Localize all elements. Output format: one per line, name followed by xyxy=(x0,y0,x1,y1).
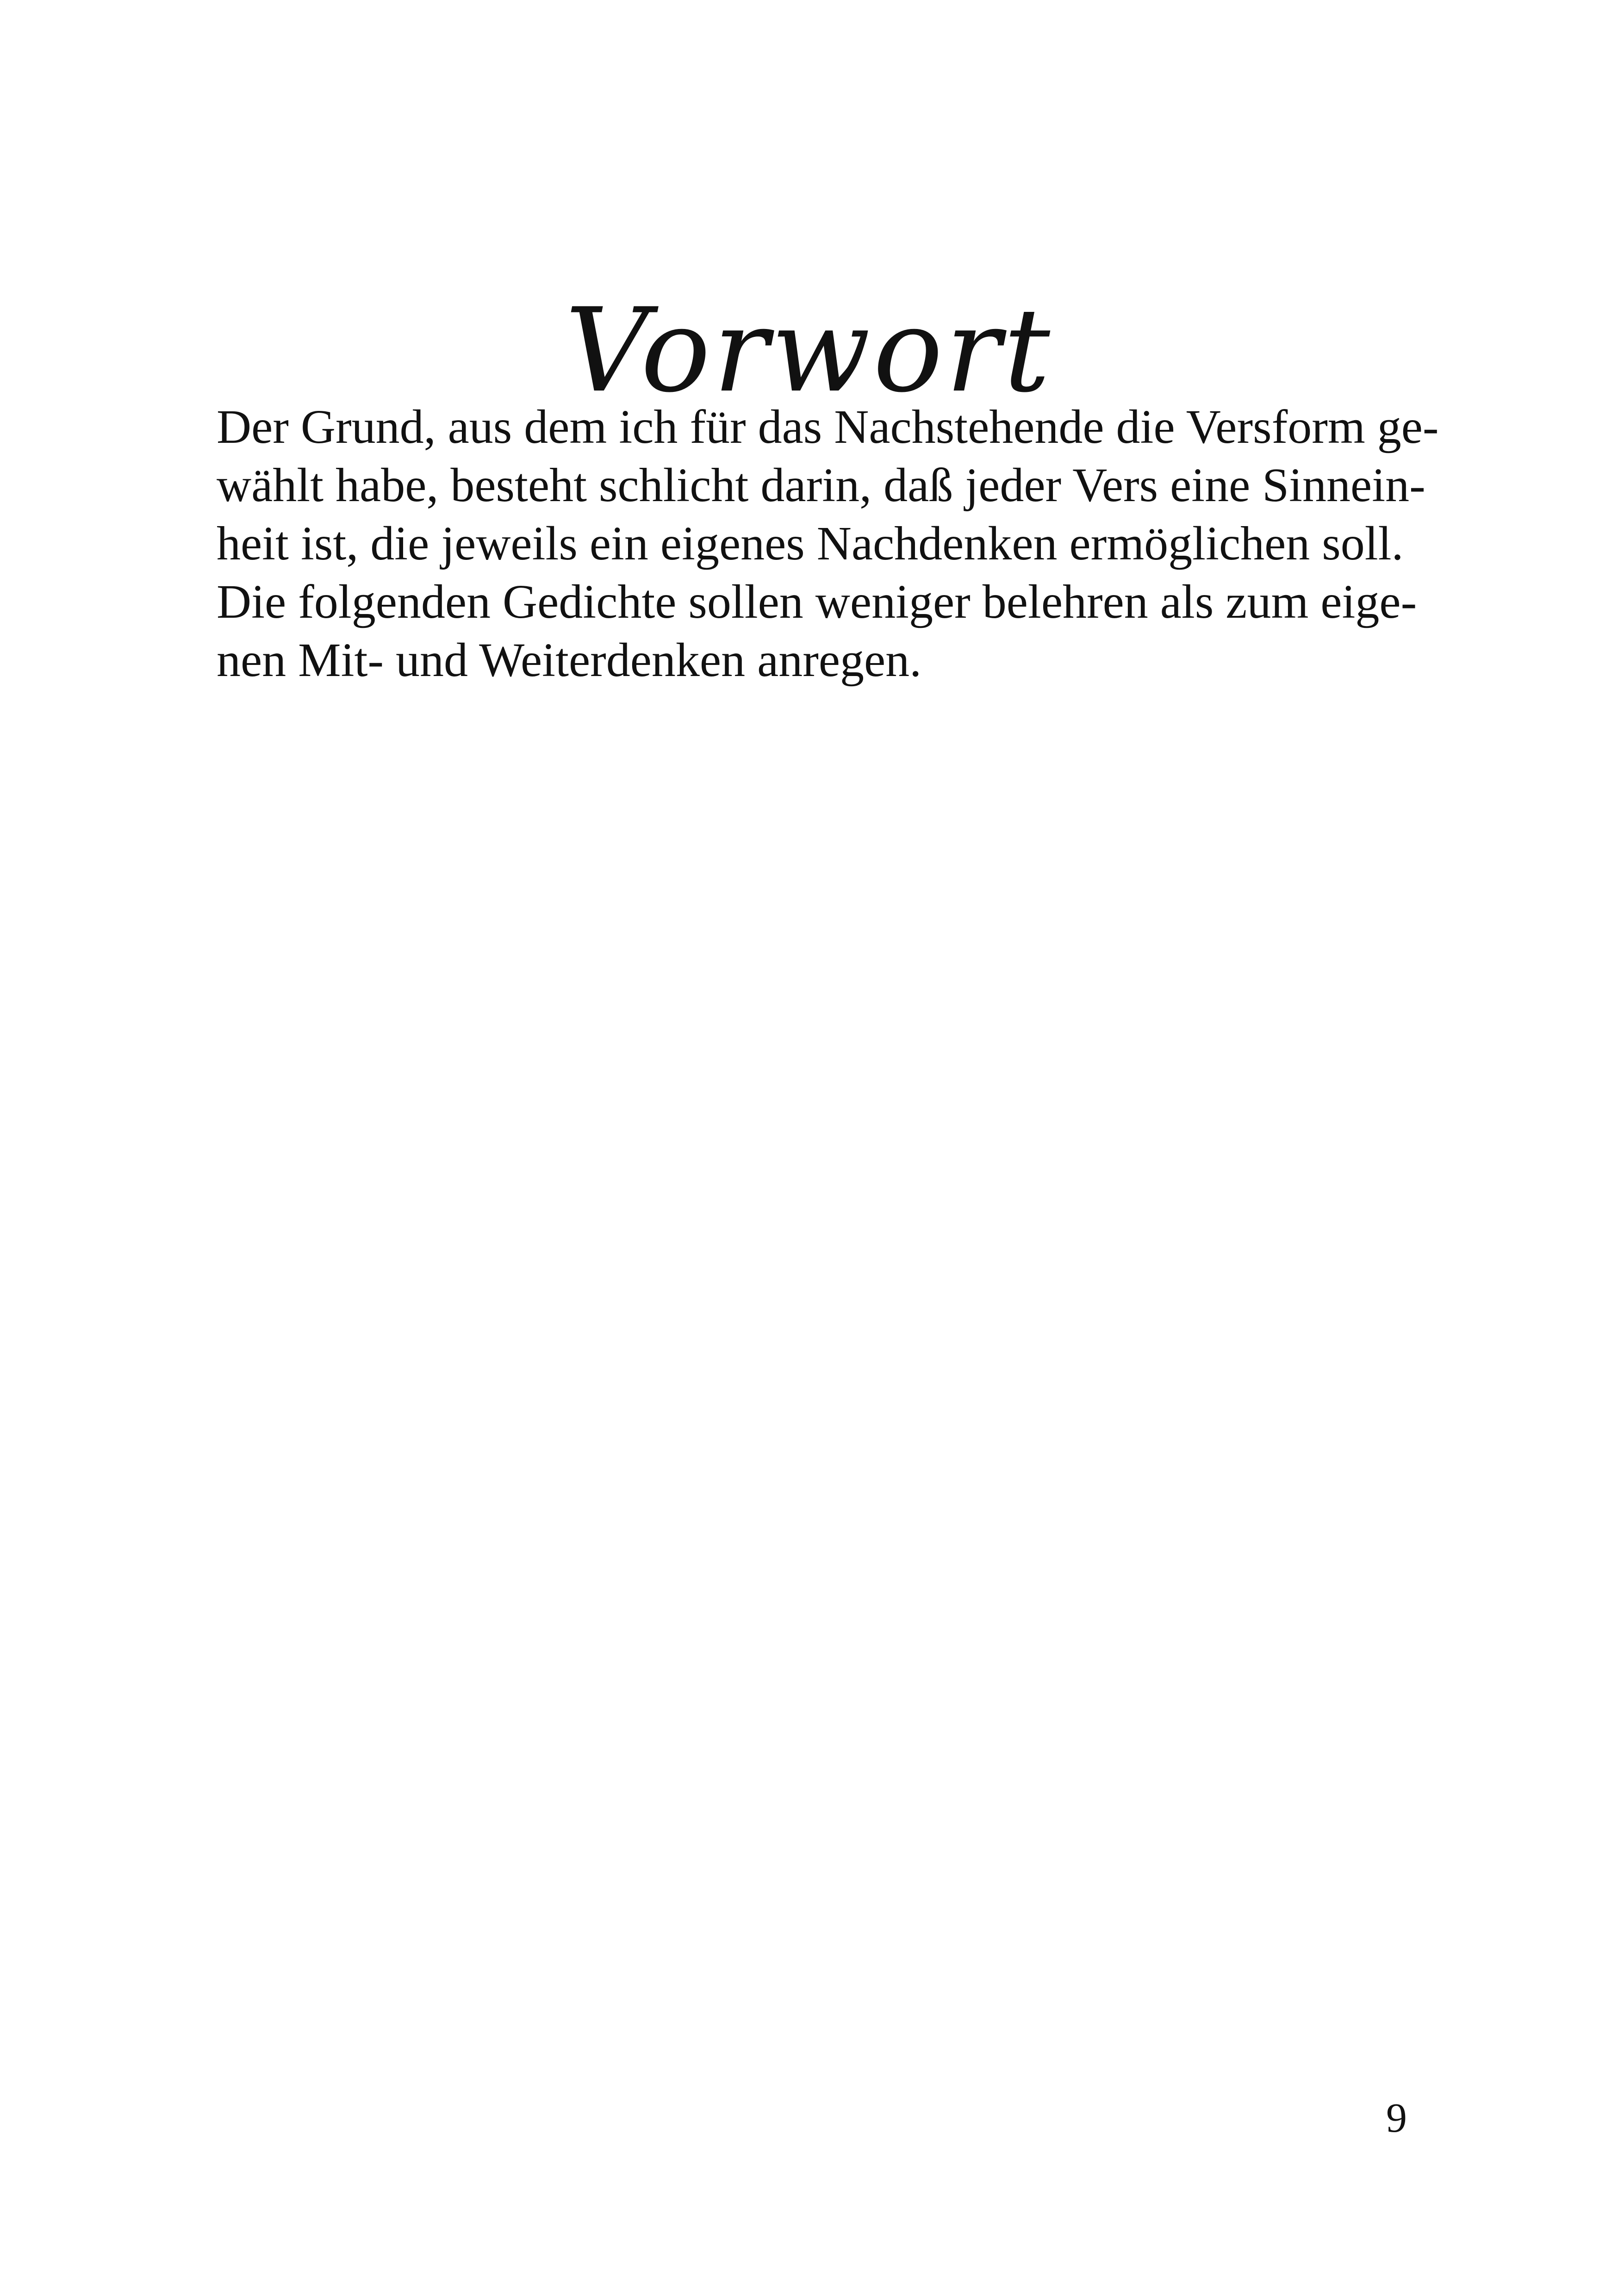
paragraph-line: wählt habe, besteht schlicht darin, daß jeder Vers eine Sinnein- xyxy=(217,459,1425,512)
paragraph-line: nen Mit- und Weiterdenken anregen. xyxy=(217,633,922,687)
page-title: Vorwort xyxy=(565,283,1053,418)
paragraph-line: Die folgenden Gedichte sollen weniger belehren als zum eige- xyxy=(217,575,1417,628)
paragraph-line: heit ist, die jeweils ein eigenes Nachdenken ermöglichen soll. xyxy=(217,517,1404,570)
paragraph-line: Der Grund, aus dem ich für das Nachstehende die Versform ge- xyxy=(217,400,1439,453)
preface-paragraph xyxy=(217,398,1439,689)
page-number: 9 xyxy=(1386,2095,1407,2141)
